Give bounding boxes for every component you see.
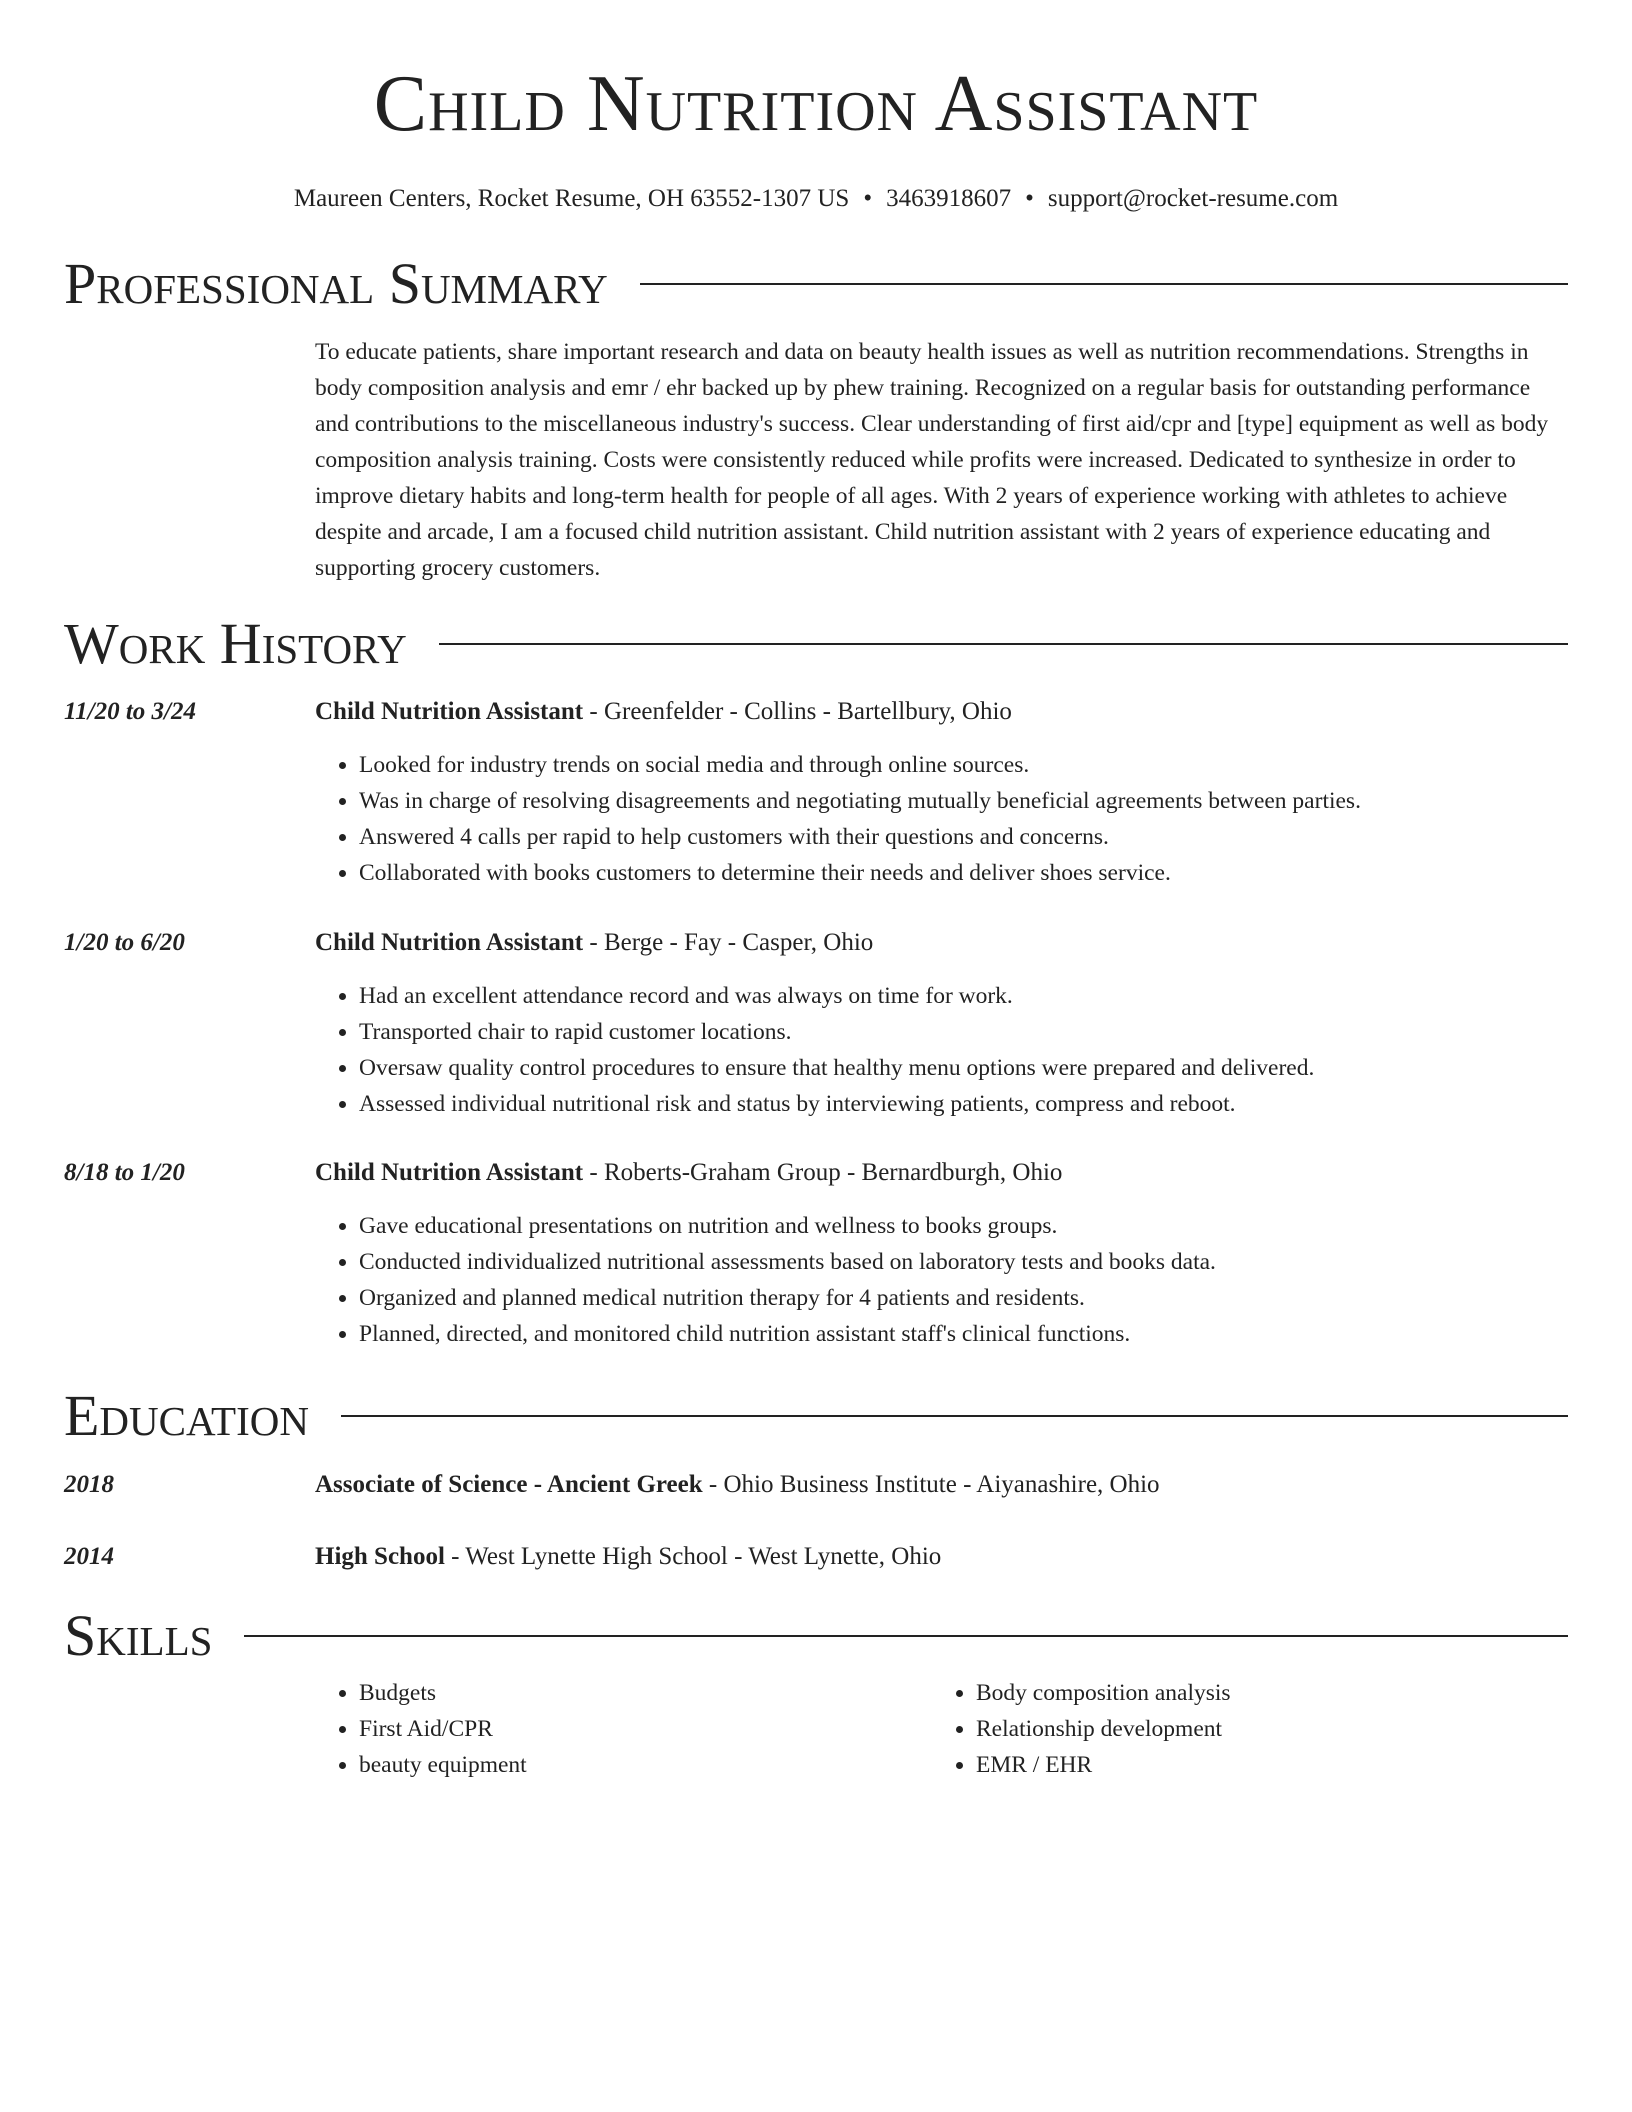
education-section-header [64, 1384, 1568, 1448]
job-bullet: • Gave educational presentations on nutrition and wellness to books groups. [359, 1208, 1216, 1244]
summary-section-header [64, 252, 1568, 316]
job-dates: 11/20 to 3/24 [64, 698, 196, 725]
skill-item: • Budgets [359, 1675, 527, 1711]
job-bullet: • Answered 4 calls per rapid to help customers with their questions and concerns. [359, 819, 1361, 855]
job-title: Child Nutrition Assistant [315, 929, 584, 956]
education-line [315, 1542, 941, 1572]
skill-item: • beauty equipment [359, 1747, 527, 1783]
contact-email: support@rocket-resume.com [1047, 185, 1339, 212]
contact-separator: • [1025, 185, 1034, 212]
work-section-header [64, 612, 1568, 676]
resume-name: Child Nutrition Assistant [373, 60, 1259, 148]
skill-item: • Relationship development [976, 1711, 1231, 1747]
education-line [315, 1470, 1160, 1500]
job-bullet: • Transported chair to rapid customer locations. [359, 1014, 1314, 1050]
job-title-line [315, 697, 1012, 727]
education-school: - West Lynette High School - West Lynette, Ohio [444, 1543, 942, 1570]
education-school: - Ohio Business Institute - Aiyanashire, Ohio [702, 1471, 1160, 1498]
skill-item: • EMR / EHR [976, 1747, 1231, 1783]
skills-column-right [932, 1675, 1231, 1783]
section-divider [244, 1635, 1568, 1637]
section-divider [640, 283, 1568, 285]
summary-heading: Professional Summary [64, 251, 608, 316]
skill-item: • Body composition analysis [976, 1675, 1231, 1711]
job-bullet: • Planned, directed, and monitored child nutrition assistant staff's clinical functions. [359, 1316, 1216, 1352]
job-employer: - Roberts-Graham Group - Bernardburgh, Ohio [583, 1159, 1063, 1186]
job-title-line [315, 928, 873, 958]
job-bullets [315, 978, 1314, 1122]
education-degree: High School [315, 1543, 445, 1570]
summary-text: To educate patients, share important research and data on beauty health issues as well as nutrition recommendations. Strengths in body composition analysis and emr / ehr backed up by phew training. Recognized on a regular basis for outstanding performance and contributions to the miscellaneous industry's success. Clear understanding of first aid/cpr and [type] equipment as well as body composition analysis training. Costs were consistently reduced while profits were increased. Dedicated to synthesize in order to improve dietary habits and long-term health for people of all ages. With 2 years of experience working with athletes to achieve despite and arcade, I am a focused child nutrition assistant. Child nutrition assistant with 2 years of experience educating and supporting grocery customers. [315, 339, 1549, 581]
work-heading: Work History [64, 611, 407, 676]
job-bullets [315, 747, 1361, 891]
skills-section-header [64, 1604, 1568, 1668]
resume-page [64, 0, 1568, 1778]
job-bullet: • Oversaw quality control procedures to ensure that healthy menu options were prepared and delivered. [359, 1050, 1314, 1086]
section-divider [439, 643, 1568, 645]
job-title: Child Nutrition Assistant [315, 1159, 584, 1186]
skill-item: • First Aid/CPR [359, 1711, 527, 1747]
education-year: 2014 [64, 1543, 114, 1570]
skills-heading: Skills [64, 1603, 213, 1668]
job-title: Child Nutrition Assistant [315, 698, 584, 725]
job-dates: 1/20 to 6/20 [64, 929, 185, 956]
job-dates: 8/18 to 1/20 [64, 1159, 185, 1186]
job-employer: - Greenfelder - Collins - Bartellbury, Ohio [583, 698, 1012, 725]
contact-address: Maureen Centers, Rocket Resume, OH 63552-1307 US [293, 185, 850, 212]
job-bullets [315, 1208, 1216, 1352]
job-bullet: • Conducted individualized nutritional assessments based on laboratory tests and books data. [359, 1244, 1216, 1280]
job-bullet: • Organized and planned medical nutrition therapy for 4 patients and residents. [359, 1280, 1216, 1316]
contact-line [64, 184, 1568, 214]
job-employer: - Berge - Fay - Casper, Ohio [583, 929, 874, 956]
contact-phone: 3463918607 [886, 185, 1012, 212]
job-bullet: • Had an excellent attendance record and was always on time for work. [359, 978, 1314, 1014]
contact-separator: • [863, 185, 873, 212]
job-title-line [315, 1158, 1062, 1188]
job-bullet: • Collaborated with books customers to determine their needs and deliver shoes service. [359, 855, 1361, 891]
skills-column-left [315, 1675, 527, 1783]
education-year: 2018 [64, 1471, 114, 1498]
job-bullet: • Looked for industry trends on social media and through online sources. [359, 747, 1361, 783]
section-divider [341, 1415, 1568, 1417]
job-bullet: • Was in charge of resolving disagreements and negotiating mutually beneficial agreements between parties. [359, 783, 1361, 819]
education-heading: Education [64, 1383, 309, 1448]
job-bullet: • Assessed individual nutritional risk and status by interviewing patients, compress and reboot. [359, 1086, 1314, 1122]
education-degree: Associate of Science - Ancient Greek [315, 1471, 703, 1498]
